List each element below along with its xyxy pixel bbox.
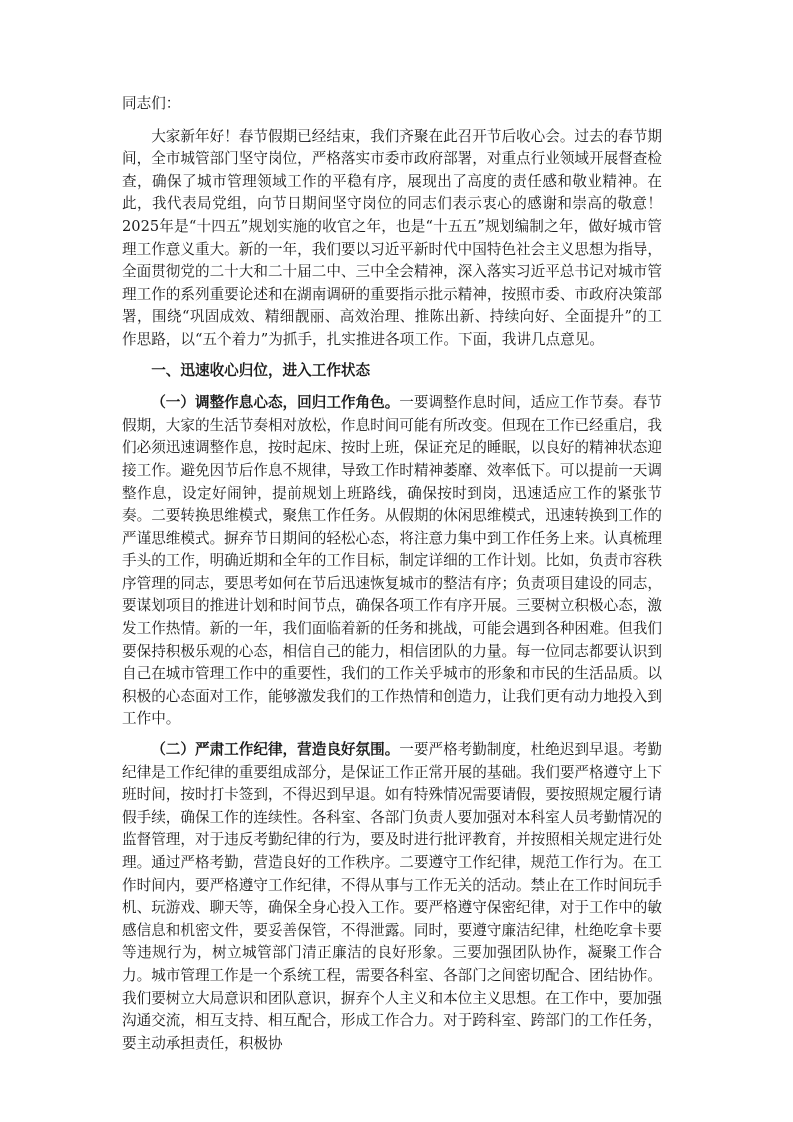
- paragraph-item-1: [122, 392, 662, 731]
- section-heading: 一、迅速收心归位，进入工作状态: [151, 361, 371, 379]
- paragraph-item-2: [122, 739, 662, 1055]
- intro-paragraph: 大家新年好！春节假期已经结束，我们齐聚在此召开节后收心会。过去的春节期间，全市城管部门坚守岗位，严格落实市委市政府部署，对重点行业领域开展督查检查，确保了城市管理领域工作的平稳有序，展现出了高度的责任感和敬业精神。在此，我代表局党组，向节日期间坚守岗位的同志们表示衷心的感谢和崇高的敬意！2025年是“十四五”规划实施的收官之年，也是“十五五”规划编制之年，做好城市管理工作意义重大。新的一年，我们要以习近平新时代中国特色社会主义思想为指导，全面贯彻党的二十大和二十届二中、三中全会精神，深入落实习近平总书记对城市管理工作的系列重要论述和在湖南调研的重要指示批示精神，按照市委、市政府决策部署，围绕“巩固成效、精细靓丽、高效治理、推陈出新、持续向好、全面提升”的工作思路，以“五个着力”为抓手，扎实推进各项工作。下面，我讲几点意见。: [122, 127, 662, 348]
- paragraph-lead: （一）调整作息心态，回归工作角色。: [151, 394, 400, 412]
- document-body: [122, 93, 662, 1063]
- paragraph-body: 一要调整作息时间，适应工作节奏。春节假期，大家的生活节奏相对放松，作息时间可能有所改变。但现在工作已经重启，我们必须迅速调整作息，按时起床、按时上班，保证充足的睡眠，以良好的精神状态迎接工作。避免因节后作息不规律，导致工作时精神萎靡、效率低下。可以提前一天调整作息，设定好闹钟，提前规划上班路线，确保按时到岗，迅速适应工作的紧张节奏。二要转换思维模式，聚焦工作任务。从假期的休闲思维模式，迅速转换到工作的严谨思维模式。摒弃节日期间的轻松心态，将注意力集中到工作任务上来。认真梳理手头的工作，明确近期和全年的工作目标，制定详细的工作计划。比如，负责市容秩序管理的同志，要思考如何在节后迅速恢复城市的整洁有序；负责项目建设的同志，要谋划项目的推进计划和时间节点，确保各项工作有序开展。三要树立积极心态，激发工作热情。新的一年，我们面临着新的任务和挑战，可能会遇到各种困难。但我们要保持积极乐观的心态，相信自己的能力，相信团队的力量。每一位同志都要认识到自己在城市管理工作中的重要性，我们的工作关乎城市的形象和市民的生活品质。以积极的心态面对工作，能够激发我们的工作热情和创造力，让我们更有动力地投入到工作中。: [122, 394, 662, 728]
- salutation: 同志们：: [122, 95, 181, 112]
- paragraph-lead: （二）严肃工作纪律，营造良好氛围。: [151, 741, 400, 759]
- paragraph-body: 一要严格考勤制度，杜绝迟到早退。考勤纪律是工作纪律的重要组成部分，是保证工作正常开展的基础。我们要严格遵守上下班时间，按时打卡签到，不得迟到早退。如有特殊情况需要请假，要按照规定履行请假手续，确保工作的连续性。各科室、各部门负责人要加强对本科室人员考勤情况的监督管理，对于违反考勤纪律的行为，要及时进行批评教育，并按照相关规定进行处理。通过严格考勤，营造良好的工作秩序。二要遵守工作纪律，规范工作行为。在工作时间内，要严格遵守工作纪律，不得从事与工作无关的活动。禁止在工作时间玩手机、玩游戏、聊天等，确保全身心投入工作。要严格遵守保密纪律，对于工作中的敏感信息和机密文件，要妥善保管，不得泄露。同时，要遵守廉洁纪律，杜绝吃拿卡要等违规行为，树立城管部门清正廉洁的良好形象。三要加强团队协作，凝聚工作合力。城市管理工作是一个系统工程，需要各科室、各部门之间密切配合、团结协作。我们要树立大局意识和团队意识，摒弃个人主义和本位主义思想。在工作中，要加强沟通交流，相互支持、相互配合，形成工作合力。对于跨科室、跨部门的工作任务，要主动承担责任，积极协: [122, 741, 662, 1052]
